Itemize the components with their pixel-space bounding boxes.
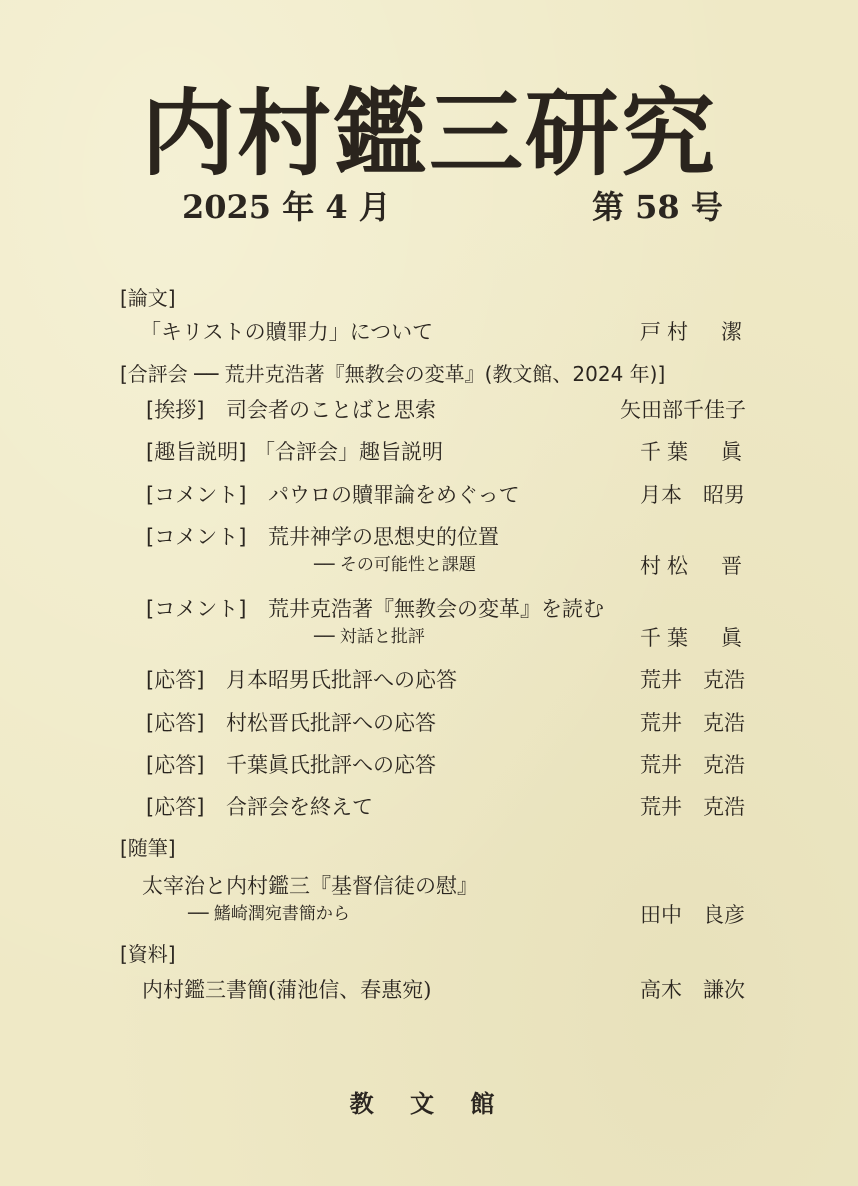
entry-title: パウロの贖罪論をめぐって	[268, 483, 520, 507]
entry-tag: [コメント]	[146, 525, 247, 549]
entry-author: 村松 晋	[640, 554, 742, 578]
entry-title: 荒井克浩著『無教会の変革』を読む	[268, 597, 604, 621]
entry-title: 「合評会」趣旨説明	[254, 440, 443, 464]
entry-title: 司会者のことばと思索	[226, 398, 436, 422]
entry-author: 荒井 克浩	[640, 668, 745, 692]
entry-author: 千葉 眞	[640, 440, 742, 464]
entry-title: 太宰治と内村鑑三『基督信徒の慰』	[142, 874, 478, 898]
journal-title: 内村鑑三研究	[140, 79, 717, 189]
entry-title: 荒井神学の思想史的位置	[268, 525, 499, 549]
entry-title: 「キリストの贖罪力」について	[140, 320, 434, 344]
entry-author: 月本 昭男	[640, 483, 745, 507]
entry-subtitle: ── 対話と批評	[314, 627, 425, 647]
entry-tag: [応答]	[146, 795, 205, 819]
entry-tag: [コメント]	[146, 483, 247, 507]
entry-tag: [応答]	[146, 753, 205, 777]
entry-tag: [挨拶]	[146, 398, 205, 422]
entry-author: 矢田部千佳子	[620, 398, 746, 422]
entry-author: 千葉 眞	[640, 626, 742, 650]
entry-tag: [応答]	[146, 668, 205, 692]
entry-tag: [コメント]	[146, 597, 247, 621]
entry-title: 村松晋氏批評への応答	[226, 711, 436, 735]
section-label-review-meeting: [合評会 ── 荒井克浩著『無教会の変革』(教文館、2024 年)]	[120, 362, 666, 386]
entry-title: 月本昭男氏批評への応答	[226, 668, 457, 692]
publisher-name: 教 文 館	[349, 1089, 509, 1118]
entry-subtitle: ── 鰭崎潤宛書簡から	[188, 904, 350, 924]
entry-title: 内村鑑三書簡(蒲池信、春惠宛)	[142, 978, 432, 1002]
entry-tag: [応答]	[146, 711, 205, 735]
entry-title: 千葉眞氏批評への応答	[226, 753, 436, 777]
entry-title: 合評会を終えて	[226, 795, 373, 819]
entry-author: 戸村 潔	[640, 320, 742, 344]
entry-author: 荒井 克浩	[640, 753, 745, 777]
section-label-materials: [資料]	[120, 942, 176, 966]
entry-author: 荒井 克浩	[640, 711, 745, 735]
section-label-papers: [論文]	[120, 286, 176, 310]
entry-tag: [趣旨説明]	[146, 440, 247, 464]
entry-subtitle: ── その可能性と課題	[314, 555, 476, 575]
entry-author: 高木 謙次	[640, 978, 745, 1002]
issue-number: 第 58 号	[592, 188, 723, 226]
section-label-essay: [随筆]	[120, 836, 176, 860]
entry-author: 荒井 克浩	[640, 795, 745, 819]
entry-author: 田中 良彦	[640, 903, 745, 927]
issue-date: 2025 年 4 月	[182, 188, 391, 226]
